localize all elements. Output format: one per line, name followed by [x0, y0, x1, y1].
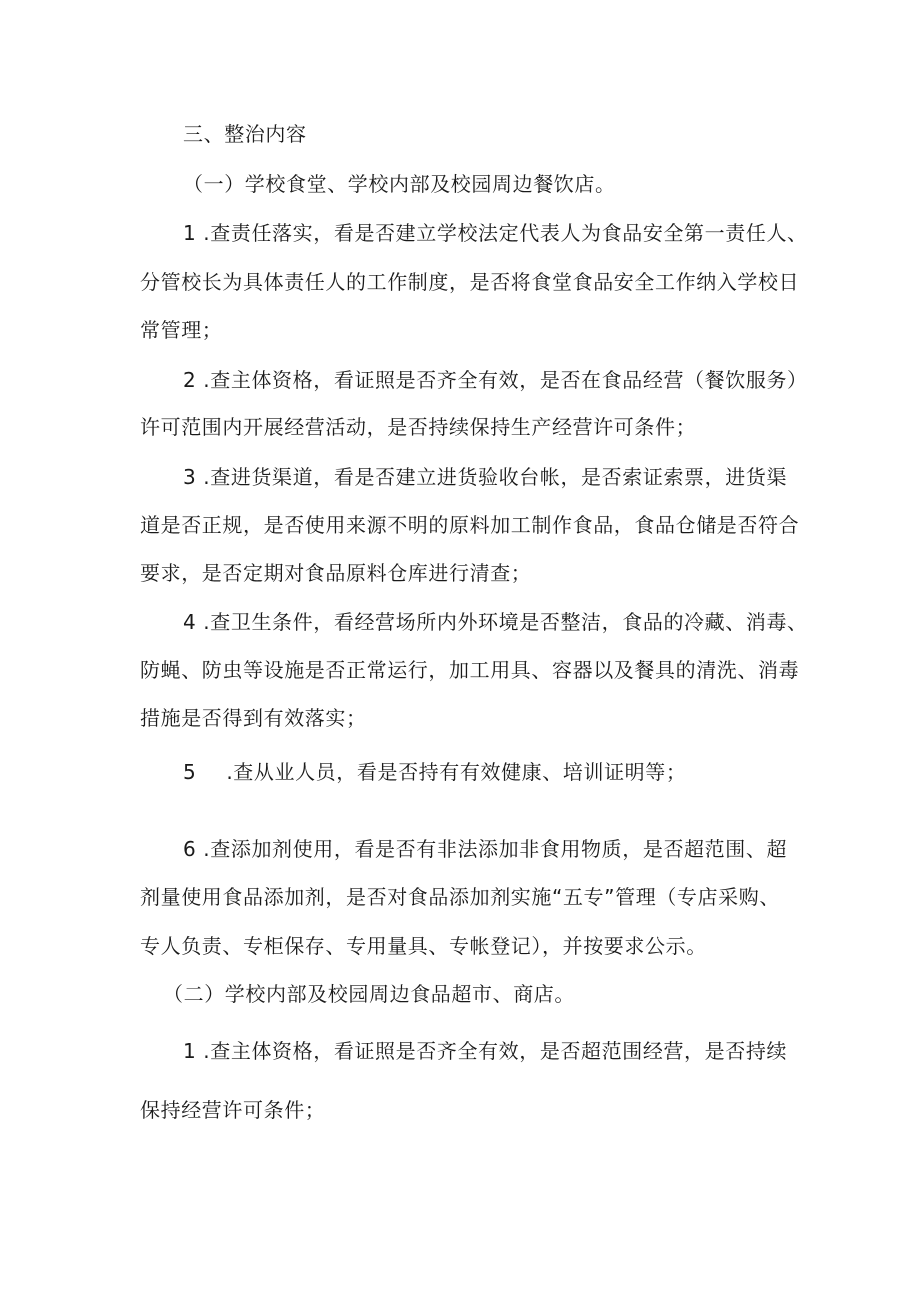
item-4-line-3: 措施是否得到有效落实；	[140, 706, 367, 730]
item-2-line-1	[183, 368, 808, 392]
subsection-1-title: （一）学校食堂、学校内部及校园周边餐饮店。	[183, 172, 616, 196]
item-3-line-2: 道是否正规，是否使用来源不明的原料加工制作食品，食品仓储是否符合	[140, 513, 800, 537]
subsection-2-title: （二）学校内部及校园周边食品超市、商店。	[163, 982, 575, 1006]
item-text: .查添加剂使用，看是否有非法添加非食用物质，是否超范围、超	[203, 837, 788, 861]
item-3-line-1	[183, 465, 787, 489]
item-1-line-1	[183, 221, 808, 245]
item-number: 6	[183, 837, 197, 861]
item-1-line-3: 常管理；	[140, 318, 223, 342]
item-text: .查卫生条件，看经营场所内外环境是否整洁，食品的冷藏、消毒、	[203, 610, 808, 634]
item-number: 1	[183, 221, 197, 245]
item-6-line-3: 专人负责、专柜保存、专用量具、专帐登记），并按要求公示。	[140, 934, 707, 958]
item-5-line-1	[183, 760, 687, 784]
item-number: 3	[183, 465, 197, 489]
item-text: .查责任落实，看是否建立学校法定代表人为食品安全第一责任人、	[203, 221, 808, 245]
item-6-line-1	[183, 837, 787, 861]
item-number: 2	[183, 368, 197, 392]
item-text: .查主体资格，看证照是否齐全有效，是否超范围经营，是否持续	[203, 1039, 788, 1063]
item-4-line-1	[183, 610, 808, 634]
item-text: .查进货渠道，看是否建立进货验收台帐，是否索证索票，进货渠	[203, 465, 788, 489]
item-number: 1	[183, 1039, 197, 1063]
item-number: 4	[183, 610, 197, 634]
item-6-line-2: 剂量使用食品添加剂，是否对食品添加剂实施“五专”管理（专店采购、	[140, 885, 780, 909]
item-3-line-3: 要求，是否定期对食品原料仓库进行清查；	[140, 561, 532, 585]
item-2-line-2: 许可范围内开展经营活动，是否持续保持生产经营许可条件；	[140, 415, 697, 439]
item-1-line-2: 分管校长为具体责任人的工作制度，是否将食堂食品安全工作纳入学校日	[140, 270, 800, 294]
sub2-item-1-line-2: 保持经营许可条件；	[140, 1098, 326, 1122]
sub2-item-1-line-1	[183, 1039, 787, 1063]
item-4-line-2: 防蝇、防虫等设施是否正常运行，加工用具、容器以及餐具的清洗、消毒	[140, 658, 800, 682]
item-text: .查主体资格，看证照是否齐全有效，是否在食品经营（餐饮服务）	[203, 368, 808, 392]
section-heading: 三、整治内容	[183, 122, 307, 146]
item-number: 5	[183, 760, 197, 784]
item-text: .查从业人员，看是否持有有效健康、培训证明等；	[226, 760, 687, 784]
